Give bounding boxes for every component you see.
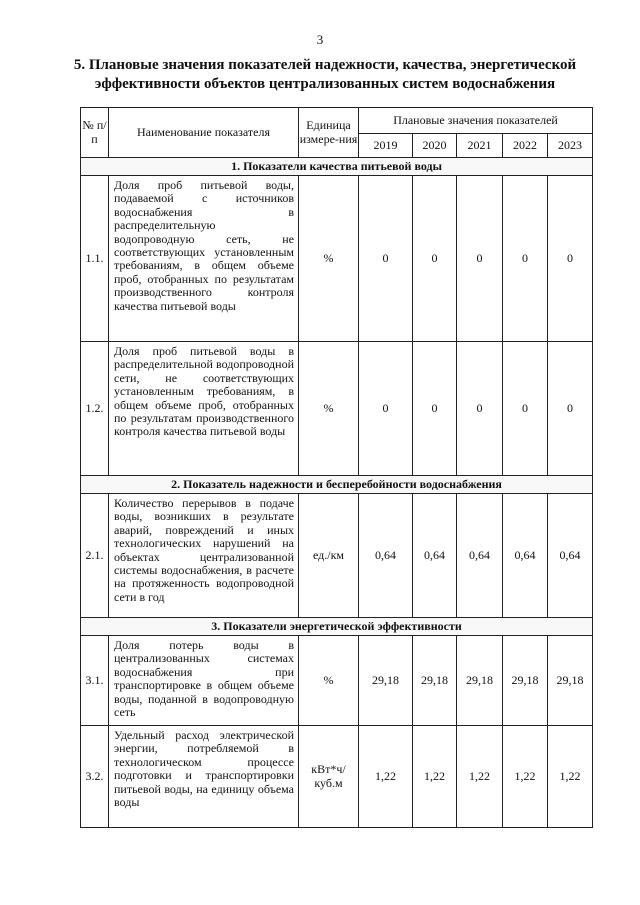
row-value: 0 [413, 176, 457, 342]
header-plan: Плановые значения показателей [359, 108, 593, 134]
table-row [81, 726, 593, 828]
row-num: 3.1. [81, 636, 109, 726]
header-unit: Единица измере-ния [299, 108, 359, 158]
row-value: 0 [413, 342, 457, 476]
header-year: 2022 [503, 134, 548, 158]
row-value: 0 [457, 176, 503, 342]
table-row [81, 176, 593, 342]
row-num: 3.2. [81, 726, 109, 828]
row-value: 29,18 [359, 636, 413, 726]
indicators-table [80, 107, 593, 828]
header-year: 2021 [457, 134, 503, 158]
row-value: 1,22 [548, 726, 593, 828]
row-value: 0 [457, 342, 503, 476]
page-number: 3 [316, 32, 324, 47]
row-value: 0 [548, 176, 593, 342]
row-value: 0 [503, 176, 548, 342]
row-unit: % [299, 342, 359, 476]
row-value: 0,64 [359, 494, 413, 618]
row-value: 0,64 [548, 494, 593, 618]
row-name: Доля проб питьевой воды, подаваемой с источников водоснабжения в распределительную водопроводную сеть, не соответствующих установленным требованиям, в общем объеме проб, отобранных по результатам производственного контроля качества питьевой воды [109, 176, 299, 342]
row-value: 29,18 [503, 636, 548, 726]
row-name: Доля потерь воды в централизованных системах водоснабжения при транспортировке в общем объеме воды, поданной в водопроводную сеть [109, 636, 299, 726]
row-value: 0 [503, 342, 548, 476]
row-value: 0,64 [503, 494, 548, 618]
header-year: 2023 [548, 134, 593, 158]
row-value: 1,22 [359, 726, 413, 828]
row-value: 1,22 [457, 726, 503, 828]
row-value: 29,18 [548, 636, 593, 726]
header-year: 2020 [413, 134, 457, 158]
row-name: Количество перерывов в подаче воды, возникших в результате аварий, повреждений и иных технологических нарушений на объектах централизованной системы водоснабжения, в расчете на протяженность водопроводной сети в год [109, 494, 299, 618]
row-name: Удельный расход электрической энергии, потребляемой в технологическом процессе подготовки и транспортировки питьевой воды, на единицу объема воды [109, 726, 299, 828]
row-name: Доля проб питьевой воды в распределительной водопроводной сети, не соответствующих установленным требованиям, в общем объеме проб, отобранных по результатам производственного контроля качества питьевой воды [109, 342, 299, 476]
table-row [81, 636, 593, 726]
row-value: 0,64 [457, 494, 503, 618]
row-value: 29,18 [457, 636, 503, 726]
table-row [81, 494, 593, 618]
document-title: 5. Плановые значения показателей надежности, качества, энергетической эффективности объектов централизованных систем водоснабжения [73, 57, 577, 92]
row-value: 1,22 [413, 726, 457, 828]
row-unit: кВт*ч/ куб.м [299, 726, 359, 828]
header-year: 2019 [359, 134, 413, 158]
row-value: 0 [359, 342, 413, 476]
row-value: 0 [548, 342, 593, 476]
header-num: № п/п [81, 108, 109, 158]
table-row [81, 342, 593, 476]
row-unit: % [299, 636, 359, 726]
section-title: 2. Показатель надежности и бесперебойности водоснабжения [81, 476, 593, 494]
row-num: 1.1. [81, 176, 109, 342]
row-num: 1.2. [81, 342, 109, 476]
section-row [81, 618, 593, 636]
row-num: 2.1. [81, 494, 109, 618]
row-unit: % [299, 176, 359, 342]
section-row [81, 476, 593, 494]
row-value: 0 [359, 176, 413, 342]
row-value: 0,64 [413, 494, 457, 618]
section-row [81, 158, 593, 176]
row-value: 29,18 [413, 636, 457, 726]
section-title: 3. Показатели энергетической эффективности [81, 618, 593, 636]
row-unit: ед./км [299, 494, 359, 618]
section-title: 1. Показатели качества питьевой воды [81, 158, 593, 176]
row-value: 1,22 [503, 726, 548, 828]
header-name: Наименование показателя [109, 108, 299, 158]
